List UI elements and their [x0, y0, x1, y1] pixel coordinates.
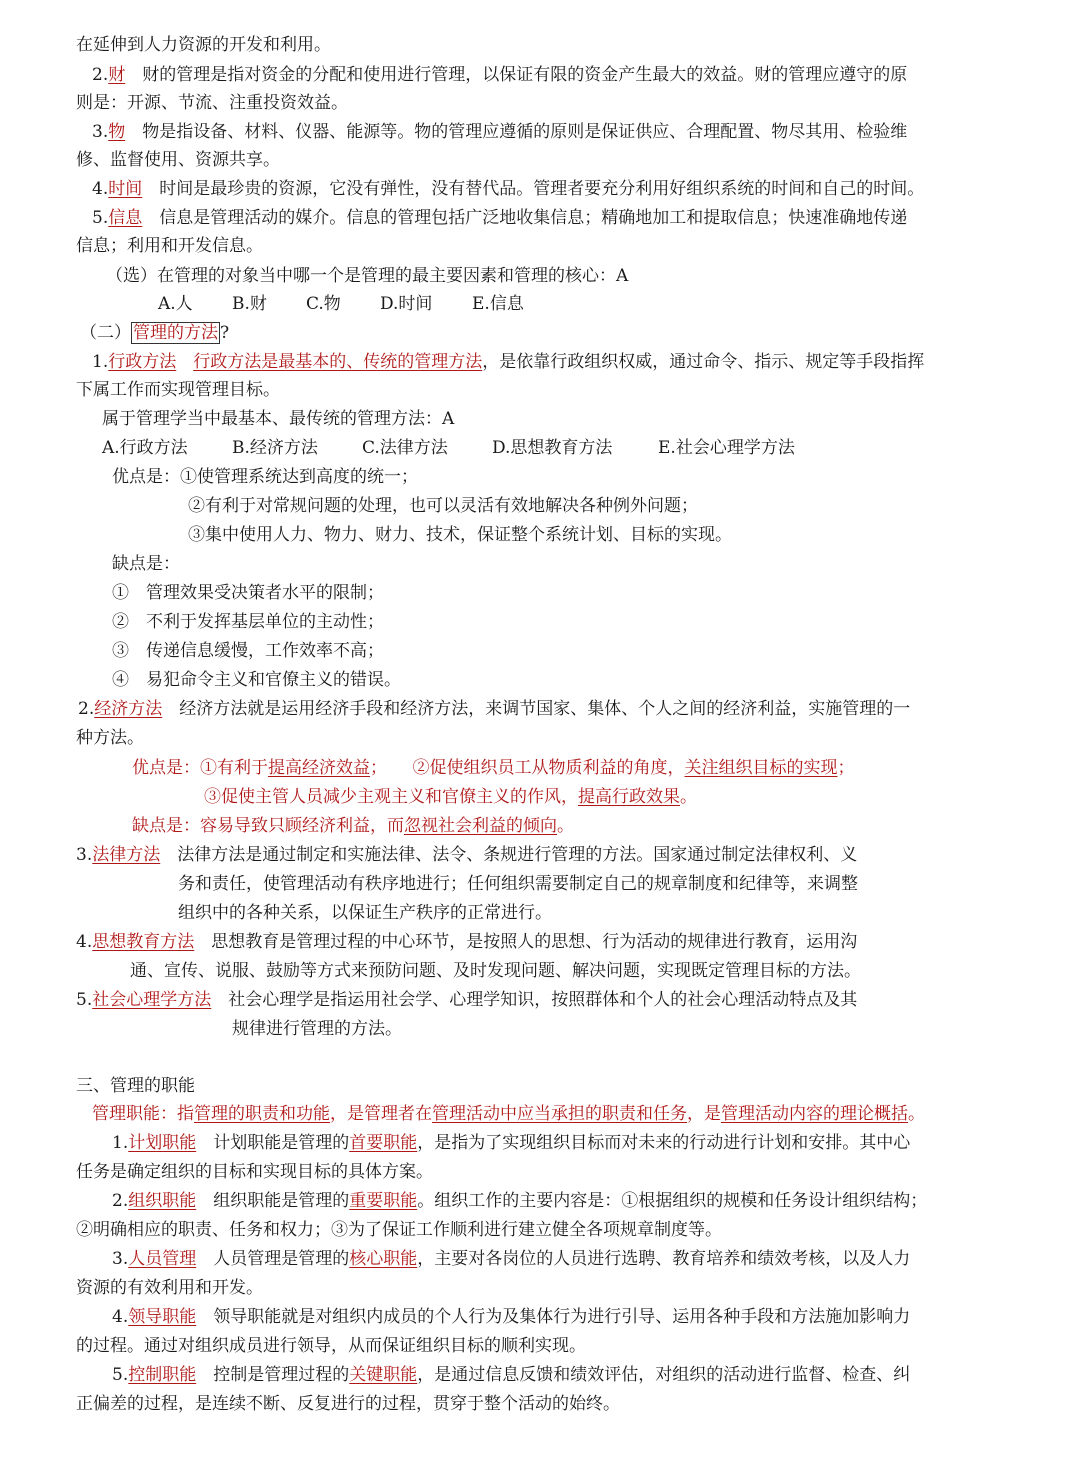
option: D.思想教育方法 — [492, 438, 613, 458]
function-4: 4.领导职能 领导职能就是对组织内成员的个人行为及集体行为进行引导、运用各种手段和方法施加影响力 — [112, 1307, 911, 1327]
item-number: 1. — [92, 352, 109, 372]
item-number: 2. — [92, 65, 109, 85]
term-xinxi: 信息 — [108, 208, 143, 228]
option: E.社会心理学方法 — [658, 438, 795, 458]
text-line: 在延伸到人力资源的开发和利用。 — [76, 35, 331, 55]
method-5: 5.社会心理学方法 社会心理学是指运用社会学、心理学知识，按照群体和个人的社会心理活动特点及其 — [76, 990, 858, 1010]
method-4: 4.思想教育方法 思想教育是管理过程的中心环节，是按照人的思想、行为活动的规律进行教育，运用沟 — [76, 932, 858, 952]
cons-item: ③ 传递信息缓慢，工作效率不高； — [112, 641, 384, 661]
econ-pros-1: 优点是：①有利于提高经济效益； ②促使组织员工从物质利益的角度，关注组织目标的实现； — [132, 758, 855, 778]
item-number: 2. — [78, 699, 95, 719]
item-number: 5. — [76, 990, 93, 1010]
item-wu: 3.物 物是指设备、材料、仪器、能源等。物的管理应遵循的原则是保证供应、合理配置、物尽其用、检验维 — [92, 122, 908, 142]
pros-line: ②有利于对常规问题的处理，也可以灵活有效地解决各种例外问题； — [188, 496, 698, 516]
item-number: 3. — [92, 122, 109, 142]
term-staffing: 人员管理 — [128, 1249, 197, 1269]
econ-cons: 缺点是：容易导致只顾经济利益，而忽视社会利益的倾向。 — [132, 816, 574, 836]
option: C.物 — [306, 294, 341, 314]
item-number: 4. — [92, 179, 109, 199]
text-line: 信息；利用和开发信息。 — [76, 236, 263, 256]
section-heading-methods: （二） 管理的方法 ? — [80, 323, 230, 343]
item-number: 1. — [112, 1133, 129, 1153]
term-wu: 物 — [108, 122, 126, 142]
item-number: 3. — [76, 845, 93, 865]
text-line: 组织中的各种关系，以保证生产秩序的正常进行。 — [178, 903, 552, 923]
item-cai: 2.财 财的管理是指对资金的分配和使用进行管理，以保证有限的资金产生最大的效益。财的管理应遵守的原 — [92, 65, 908, 85]
text-line: 则是：开源、节流、注重投资效益。 — [76, 93, 348, 113]
option: D.时间 — [380, 294, 433, 314]
term-admin-method: 行政方法 — [108, 352, 177, 372]
text-line: 的过程。通过对组织成员进行领导，从而保证组织目标的顺利实现。 — [76, 1336, 586, 1356]
section-heading-functions: 三、管理的职能 — [76, 1076, 195, 1096]
text-line: 种方法。 — [76, 728, 144, 748]
text-line: 资源的有效利用和开发。 — [76, 1278, 263, 1298]
option: C.法律方法 — [362, 438, 448, 458]
cons-item: ④ 易犯命令主义和官僚主义的错误。 — [112, 670, 401, 690]
cons-label: 缺点是： — [112, 554, 180, 574]
cons-item: ② 不利于发挥基层单位的主动性； — [112, 612, 384, 632]
option: B.财 — [232, 294, 267, 314]
item-shijian: 4.时间 时间是最珍贵的资源，它没有弹性，没有替代品。管理者要充分利用好组织系统的时间和自己的时间。 — [92, 179, 925, 199]
item-number: 5. — [112, 1365, 129, 1385]
term-organizing: 组织职能 — [128, 1191, 197, 1211]
options-1 — [158, 291, 524, 317]
text-line: 正偏差的过程，是连续不断、反复进行的过程，贯穿于整个活动的始终。 — [76, 1394, 620, 1414]
function-5: 5.控制职能 控制是管理过程的关键职能，是通过信息反馈和绩效评估，对组织的活动进行监督、检查、纠 — [112, 1365, 911, 1385]
item-number: 4. — [112, 1307, 129, 1327]
functions-intro: 管理职能：指管理的职责和功能，是管理者在管理活动中应当承担的职责和任务，是管理活动内容的理论概括。 — [92, 1104, 925, 1124]
item-number: 3. — [112, 1249, 129, 1269]
text-line: 修、监督使用、资源共享。 — [76, 150, 280, 170]
item-number: 2. — [112, 1191, 129, 1211]
term-econ-method: 经济方法 — [94, 699, 163, 719]
question-1: （选）在管理的对象当中哪一个是管理的最主要因素和管理的核心：A — [106, 266, 629, 286]
boxed-title: 管理的方法 — [133, 323, 218, 343]
text-line: ②明确相应的职责、任务和权力；③为了保证工作顺利进行建立健全各项规章制度等。 — [76, 1220, 722, 1240]
item-xinxi: 5.信息 信息是管理活动的媒介。信息的管理包括广泛地收集信息；精确地加工和提取信息；快速准确地传递 — [92, 208, 908, 228]
method-2: 2.经济方法 经济方法就是运用经济手段和经济方法，来调节国家、集体、个人之间的经济利益，实施管理的一 — [78, 699, 911, 719]
function-2: 2.组织职能 组织职能是管理的重要职能。组织工作的主要内容是：①根据组织的规模和任务设计组织结构； — [112, 1191, 928, 1211]
item-number: 4. — [76, 932, 93, 952]
term-shijian: 时间 — [108, 179, 143, 199]
term-leading: 领导职能 — [128, 1307, 197, 1327]
option: B.经济方法 — [232, 438, 318, 458]
pros-line: ③集中使用人力、物力、财力、技术，保证整个系统计划、目标的实现。 — [188, 525, 732, 545]
method-3: 3.法律方法 法律方法是通过制定和实施法律、法令、条规进行管理的方法。国家通过制定法律权利、义 — [76, 845, 858, 865]
option: E.信息 — [472, 294, 524, 314]
term-planning: 计划职能 — [128, 1133, 197, 1153]
term-law-method: 法律方法 — [92, 845, 161, 865]
text-line: 务和责任，使管理活动有秩序地进行；任何组织需要制定自己的规章制度和纪律等，来调整 — [178, 874, 858, 894]
method-1: 1.行政方法 行政方法是最基本的、传统的管理方法，是依靠行政组织权威，通过命令、指示、规定等手段指挥 — [92, 352, 925, 372]
text-line: 下属工作而实现管理目标。 — [76, 380, 280, 400]
term-edu-method: 思想教育方法 — [92, 932, 195, 952]
econ-pros-2: ③促使主管人员减少主观主义和官僚主义的作风，提高行政效果。 — [204, 787, 697, 807]
function-3: 3.人员管理 人员管理是管理的核心职能，主要对各岗位的人员进行选聘、教育培养和绩效考核，以及人力 — [112, 1249, 911, 1269]
item-number: 5. — [92, 208, 109, 228]
term-controlling: 控制职能 — [128, 1365, 197, 1385]
text-line: 规律进行管理的方法。 — [232, 1019, 402, 1039]
question-2: 属于管理学当中最基本、最传统的管理方法：A — [102, 409, 455, 429]
term-psych-method: 社会心理学方法 — [92, 990, 212, 1010]
term-cai: 财 — [108, 65, 126, 85]
text-line: 任务是确定组织的目标和实现目标的具体方案。 — [76, 1162, 433, 1182]
function-1: 1.计划职能 计划职能是管理的首要职能，是指为了实现组织目标而对未来的行动进行计划和安排。其中心 — [112, 1133, 911, 1153]
text-line: 通、宣传、说服、鼓励等方式来预防问题、及时发现问题、解决问题，实现既定管理目标的方法。 — [130, 961, 861, 981]
definition-highlight: 行政方法是最基本的、传统的管理方法 — [193, 352, 483, 372]
pros-line: 优点是：①使管理系统达到高度的统一； — [112, 467, 418, 487]
option: A.人 — [158, 294, 193, 314]
option: A.行政方法 — [102, 438, 188, 458]
options-2 — [102, 435, 795, 461]
cons-item: ① 管理效果受决策者水平的限制； — [112, 583, 384, 603]
